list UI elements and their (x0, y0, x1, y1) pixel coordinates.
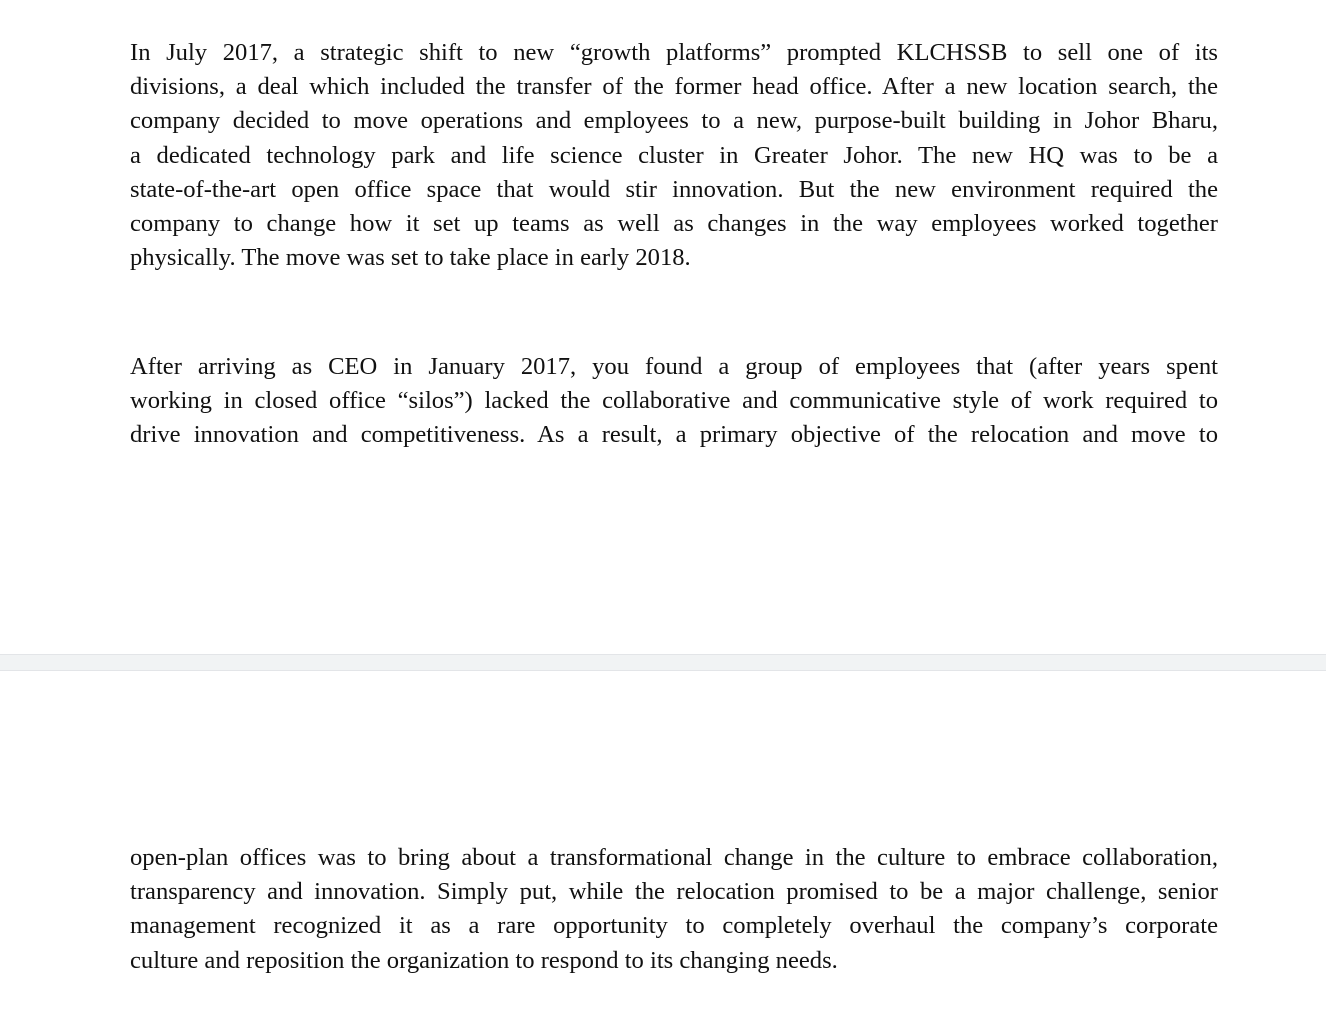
text-line: divisions, a deal which included the transfer of the former head office. After a new location search, the (130, 73, 1218, 101)
text-line: a dedicated technology park and life science cluster in Greater Johor. The new HQ was to be a (130, 141, 1218, 169)
text-line: physically. The move was set to take place in early 2018. (130, 244, 691, 272)
text-line: company decided to move operations and employees to a new, purpose-built building in Johor Bharu, (130, 107, 1218, 135)
text-line: state-of-the-art open office space that would stir innovation. But the new environment required the (130, 175, 1218, 203)
text-line: transparency and innovation. Simply put, while the relocation promised to be a major challenge, senior (130, 878, 1218, 906)
text-line: After arriving as CEO in January 2017, you found a group of employees that (after years spent (130, 353, 1218, 380)
paragraph-relocation-background (130, 36, 1218, 275)
text-line: culture and reposition the organization to respond to its changing needs. (130, 946, 838, 974)
text-line: company to change how it set up teams as well as changes in the way employees worked together (130, 209, 1218, 237)
document-page-2 (0, 671, 1326, 1020)
text-line: open-plan offices was to bring about a transformational change in the culture to embrace collaboration, (130, 844, 1218, 871)
page-break-separator (0, 654, 1326, 671)
text-line: In July 2017, a strategic shift to new “growth platforms” prompted KLCHSSB to sell one of its (130, 39, 1218, 66)
text-line: drive innovation and competitiveness. As a result, a primary objective of the relocation and move to (130, 421, 1218, 449)
paragraph-culture-change (130, 841, 1218, 978)
text-line: working in closed office “silos”) lacked the collaborative and communicative style of work required to (130, 387, 1218, 415)
paragraph-ceo-arrival (130, 350, 1218, 453)
text-line: management recognized it as a rare opportunity to completely overhaul the company’s corporate (130, 912, 1218, 940)
